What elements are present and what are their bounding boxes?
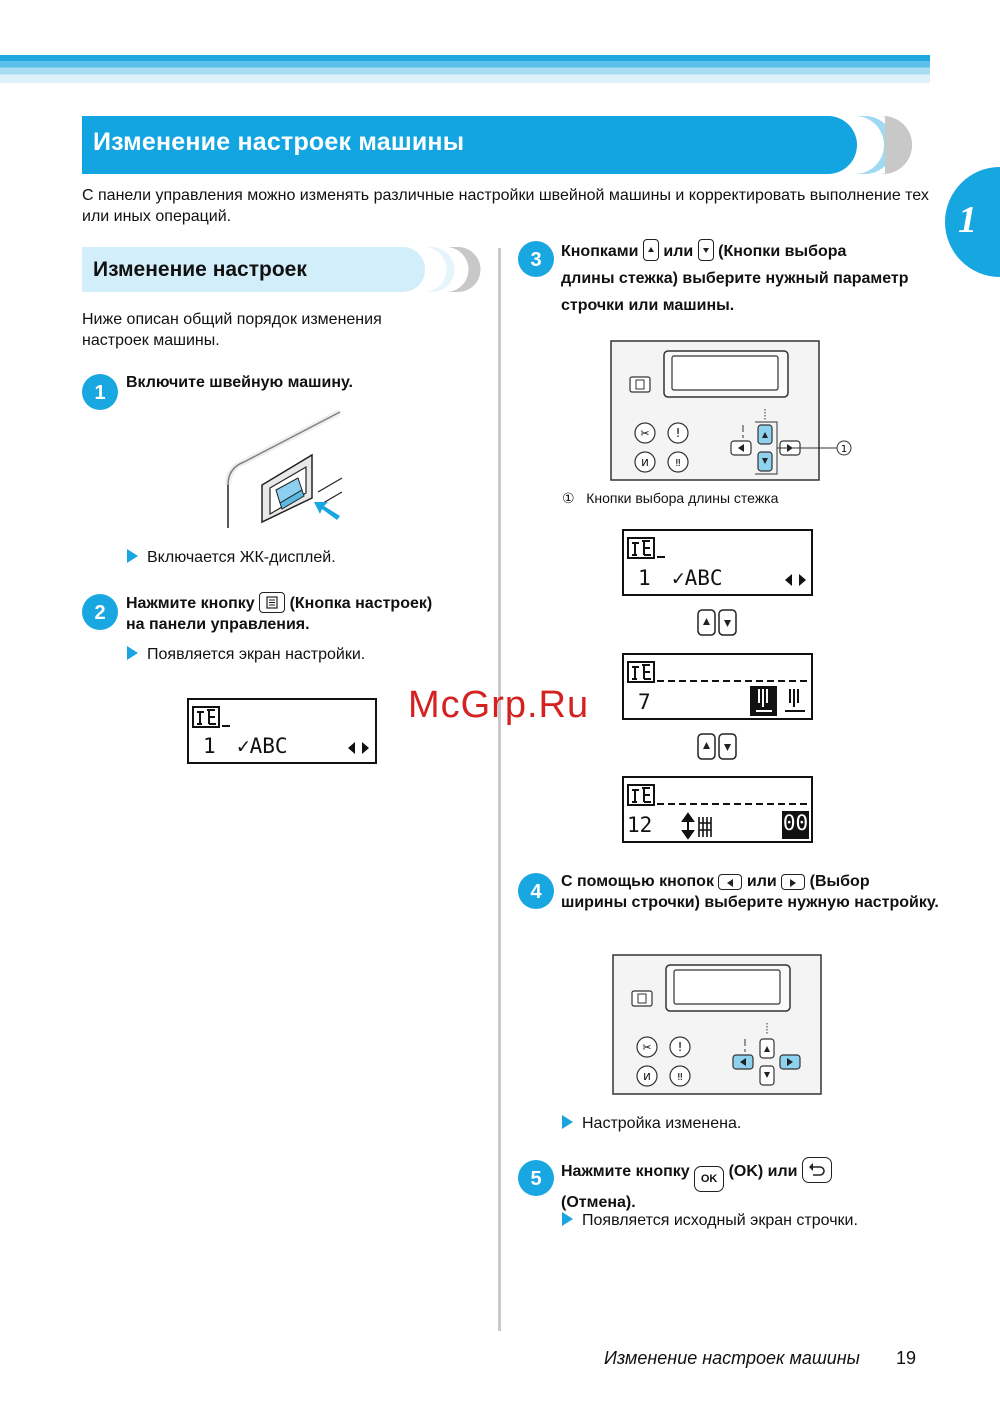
section-title: Изменение настроек: [93, 258, 307, 281]
svg-text:‼: ‼: [677, 1072, 683, 1083]
step-4-number: 4: [530, 881, 542, 903]
step-3-number: 3: [530, 249, 542, 271]
section-description: Ниже описан общий порядок изменения настроек машины.: [82, 311, 382, 349]
lcd-settings-symbol-icon: [192, 704, 232, 730]
callout-marker: ①: [562, 490, 575, 506]
lcd-screen-settings: [187, 698, 377, 764]
step-3-badge: [518, 241, 554, 277]
step-5-number: 5: [530, 1168, 542, 1190]
step-4-text-d: ширины строчки) выберите нужную настройку.: [561, 894, 939, 911]
step-2-text-a: Нажмите кнопку: [126, 595, 255, 612]
lcd-left-right-arrows-icon: [784, 573, 808, 587]
step-1-badge: [82, 374, 118, 410]
step-4-result: [562, 1115, 741, 1133]
stitch-width-left-icon: [718, 874, 742, 890]
svg-text:✂: ✂: [642, 1041, 652, 1054]
svg-text:И: И: [643, 1072, 651, 1083]
step-2-text: [126, 592, 496, 635]
settings-button-icon: [259, 592, 285, 613]
result-arrow-icon: [562, 1115, 573, 1129]
lcd-settings-symbol-icon: [627, 535, 667, 561]
svg-text:!: !: [677, 1040, 683, 1054]
up-down-buttons-icon: [697, 733, 739, 761]
step-4-result-text: Настройка изменена.: [582, 1115, 742, 1132]
step-5-text: [561, 1157, 941, 1213]
lcd-screen-step3-a: [622, 529, 813, 596]
result-arrow-icon: [127, 549, 138, 563]
lcd-screen-step3-b: [622, 653, 813, 720]
step-5-badge: [518, 1160, 554, 1196]
step-1-text: Включите швейную машину.: [126, 374, 353, 391]
step-5-result: [562, 1212, 858, 1230]
control-panel-stitch-length: [610, 340, 860, 482]
adjust-arrows-icon: [682, 813, 714, 839]
lcd-settings-symbol-icon: [627, 782, 807, 808]
step-2-badge: [82, 594, 118, 630]
back-button-icon: [802, 1157, 832, 1183]
svg-text:1: 1: [840, 444, 848, 455]
step-5-text-a: Нажмите кнопку: [561, 1163, 690, 1180]
page-number: 19: [896, 1348, 917, 1368]
step-1-result-text: Включается ЖК-дисплей.: [147, 549, 336, 566]
step-1-number: 1: [94, 382, 106, 404]
step-3-text-a: Кнопками: [561, 243, 639, 260]
step-4-badge: [518, 873, 554, 909]
lcd-2-value: ✓ABC: [672, 566, 723, 590]
control-panel-stitch-width: [612, 954, 824, 1096]
step-4-text-a: С помощью кнопок: [561, 873, 714, 890]
intro-text: С панели управления можно изменять различные настройки швейной машины и корректировать выполнение тех или иных операций.: [82, 187, 929, 225]
svg-text:✂: ✂: [640, 427, 650, 440]
up-down-buttons-icon: [697, 609, 739, 637]
header-stripe: [0, 55, 930, 83]
callout-caption-text: Кнопки выбора длины стежка: [586, 490, 779, 506]
title-bar-tail: [855, 116, 912, 174]
step-5-result-text: Появляется исходный экран строчки.: [582, 1212, 858, 1229]
step-3-text: [561, 238, 941, 319]
column-divider: [498, 248, 501, 1331]
lcd-1-value: ✓ABC: [237, 734, 288, 758]
step-2-text-b: (Кнопка настроек): [289, 595, 433, 612]
step-2-text-c: на панели управления.: [126, 616, 310, 633]
result-arrow-icon: [127, 646, 138, 660]
step-4-text: [561, 871, 941, 913]
ok-button-icon: OK: [694, 1166, 724, 1192]
settings-glyph-icon: [260, 593, 284, 612]
step-3-text-c: (Кнопки выбора: [718, 243, 847, 260]
step-3-text-b: или: [663, 243, 694, 260]
step-2-result-text: Появляется экран настройки.: [147, 646, 366, 663]
step-3-text-d: длины стежка) выберите нужный параметр строчки или машины.: [561, 270, 909, 314]
lcd-settings-symbol-icon: [627, 659, 807, 685]
watermark: McGrp.Ru: [408, 684, 590, 726]
lcd-3-number: 7: [638, 690, 651, 714]
chapter-number: 1: [958, 199, 977, 241]
stitch-length-down-icon: [698, 239, 714, 261]
lcd-4-value: 00: [782, 811, 809, 839]
stitch-width-right-icon: [781, 874, 805, 890]
power-switch-illustration: [220, 410, 350, 535]
section-bar-tail: [424, 247, 481, 292]
step-5-text-c: (Отмена).: [561, 1194, 636, 1211]
lcd-screen-step3-c: [622, 776, 813, 843]
page-title: Изменение настроек машины: [93, 128, 465, 156]
stitch-length-up-icon: [643, 239, 659, 261]
lcd-left-right-arrows-icon: [347, 741, 371, 755]
lcd-1-number: 1: [203, 734, 216, 758]
step-1-result: [127, 549, 336, 567]
step-2-result: [127, 646, 365, 664]
footer-title: Изменение настроек машины: [604, 1348, 860, 1368]
svg-text:И: И: [641, 458, 649, 469]
step-4-text-b: или: [746, 873, 777, 890]
step-5-text-b: (OK) или: [728, 1163, 798, 1180]
step-4-text-c: (Выбор: [809, 873, 870, 890]
svg-text:‼: ‼: [675, 458, 681, 469]
result-arrow-icon: [562, 1212, 573, 1226]
callout-caption: [562, 490, 778, 507]
svg-text:!: !: [675, 426, 681, 440]
lcd-2-number: 1: [638, 566, 651, 590]
lcd-4-number: 12: [627, 813, 653, 837]
needle-position-icon: [750, 685, 808, 716]
step-2-number: 2: [94, 602, 106, 624]
